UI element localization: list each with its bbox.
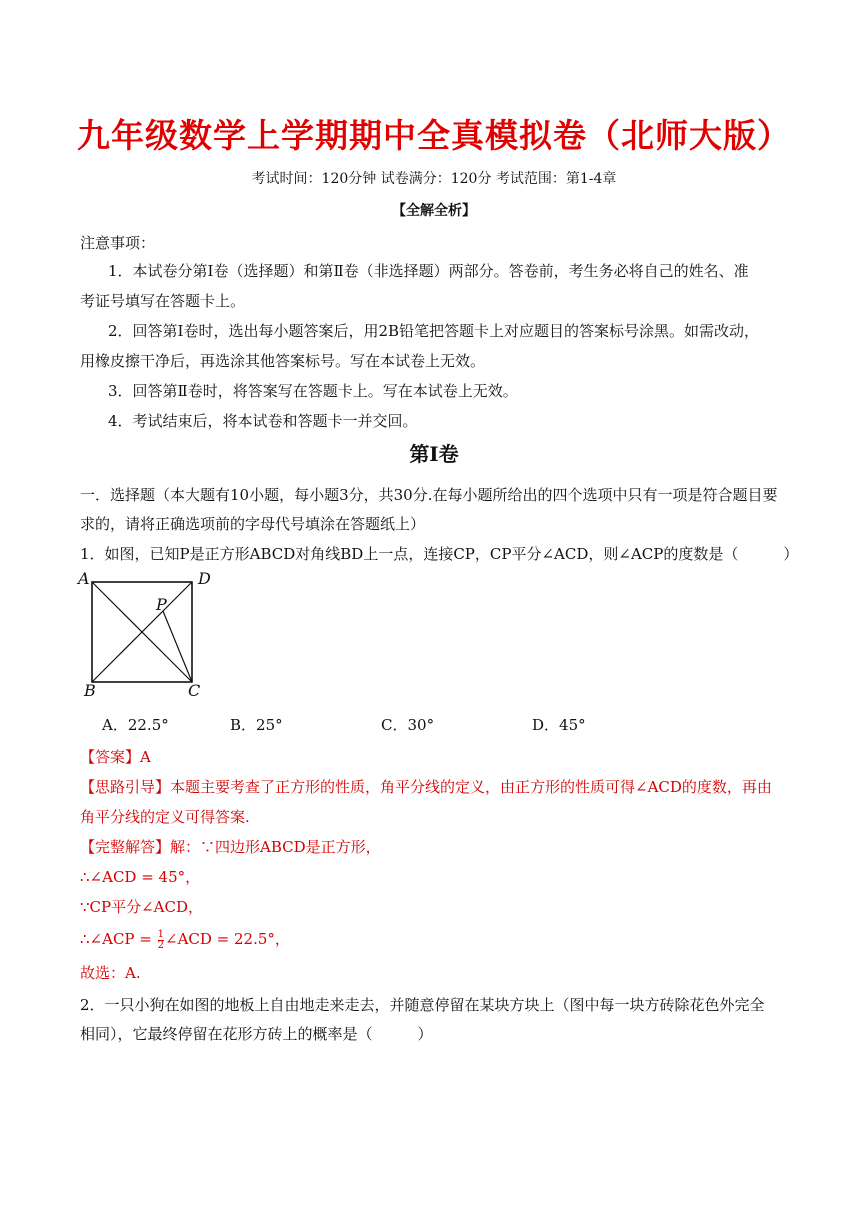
label-c: C — [188, 681, 201, 698]
option-c: C．30° — [381, 716, 435, 734]
section-title: 第Ⅰ卷 — [409, 442, 459, 466]
hint-line-cont: 角平分线的定义可得答案. — [80, 808, 250, 826]
question-2-stem: 2．一只小狗在如图的地板上自由地走来走去，并随意停留在某块方块上（图中每一块方砖除花色外完全 — [80, 996, 765, 1014]
option-d: D．45° — [532, 716, 586, 734]
fraction-denominator: 2 — [157, 939, 164, 951]
label-a: A — [78, 569, 90, 588]
exam-info: 考试时间：120分钟 试卷满分：120分 考试范围：第1-4章 — [251, 171, 617, 187]
note-item-1: 1．本试卷分第Ⅰ卷（选择题）和第Ⅱ卷（非选择题）两部分。答卷前，考生务必将自己的姓名、准 — [108, 262, 749, 280]
solution-line-1 — [80, 836, 381, 857]
analysis-label: 【全解全析】 — [392, 203, 476, 219]
label-b: B — [84, 681, 96, 698]
exam-title: 九年级数学上学期期中全真模拟卷（北师大版） — [77, 116, 791, 155]
solution-4-post: ∠ACD = 22.5°， — [165, 930, 290, 948]
option-a: A．22.5° — [102, 716, 169, 734]
solution-label: 【完整解答】 — [80, 838, 171, 856]
notes-heading: 注意事项： — [80, 234, 156, 252]
label-d: D — [198, 569, 211, 588]
solution-line-3: ∵CP平分∠ACD， — [80, 898, 204, 916]
note-item-4: 4．考试结束后，将本试卷和答题卡一并交回。 — [108, 412, 418, 430]
question-2-stem-cont: 相同），它最终停留在花形方砖上的概率是（ ） — [80, 1025, 433, 1043]
note-item-1-cont: 考证号填写在答题卡上。 — [80, 292, 246, 310]
option-b: B．25° — [230, 716, 283, 734]
note-item-2: 2．回答第Ⅰ卷时，选出每小题答案后，用2B铅笔把答题卡上对应题目的答案标号涂黑。如需改动， — [108, 322, 760, 340]
label-p: P — [156, 595, 167, 614]
hint-line — [80, 776, 772, 797]
choice-line: 故选：A. — [80, 964, 141, 982]
solution-text-1: 解：∵四边形ABCD是正方形， — [170, 838, 381, 856]
note-item-2-cont: 用橡皮擦干净后，再选涂其他答案标号。写在本试卷上无效。 — [80, 352, 486, 370]
fraction-numerator: 1 — [157, 928, 164, 940]
fraction-half — [158, 930, 164, 951]
section-intro: 一．选择题（本大题有10小题，每小题3分，共30分.在每小题所给出的四个选项中只有一项是符合题目要 — [80, 486, 778, 504]
solution-line-4 — [80, 928, 290, 951]
square-figure — [72, 568, 212, 698]
segment-cp — [163, 611, 192, 682]
answer-line: 【答案】A — [80, 748, 151, 766]
solution-line-2: ∴∠ACD = 45°， — [80, 868, 201, 886]
solution-4-pre: ∴∠ACP = — [80, 930, 157, 948]
note-item-3: 3．回答第Ⅱ卷时，将答案写在答题卡上。写在本试卷上无效。 — [108, 382, 518, 400]
hint-label: 【思路引导】 — [80, 778, 171, 796]
hint-text: 本题主要考查了正方形的性质，角平分线的定义，由正方形的性质可得∠ACD的度数，再由 — [170, 778, 772, 796]
question-1-stem: 1．如图，已知P是正方形ABCD对角线BD上一点，连接CP，CP平分∠ACD，则∠ACP的度数是（ ） — [80, 545, 799, 563]
section-intro-cont: 求的，请将正确选项前的字母代号填涂在答题纸上） — [80, 515, 426, 533]
